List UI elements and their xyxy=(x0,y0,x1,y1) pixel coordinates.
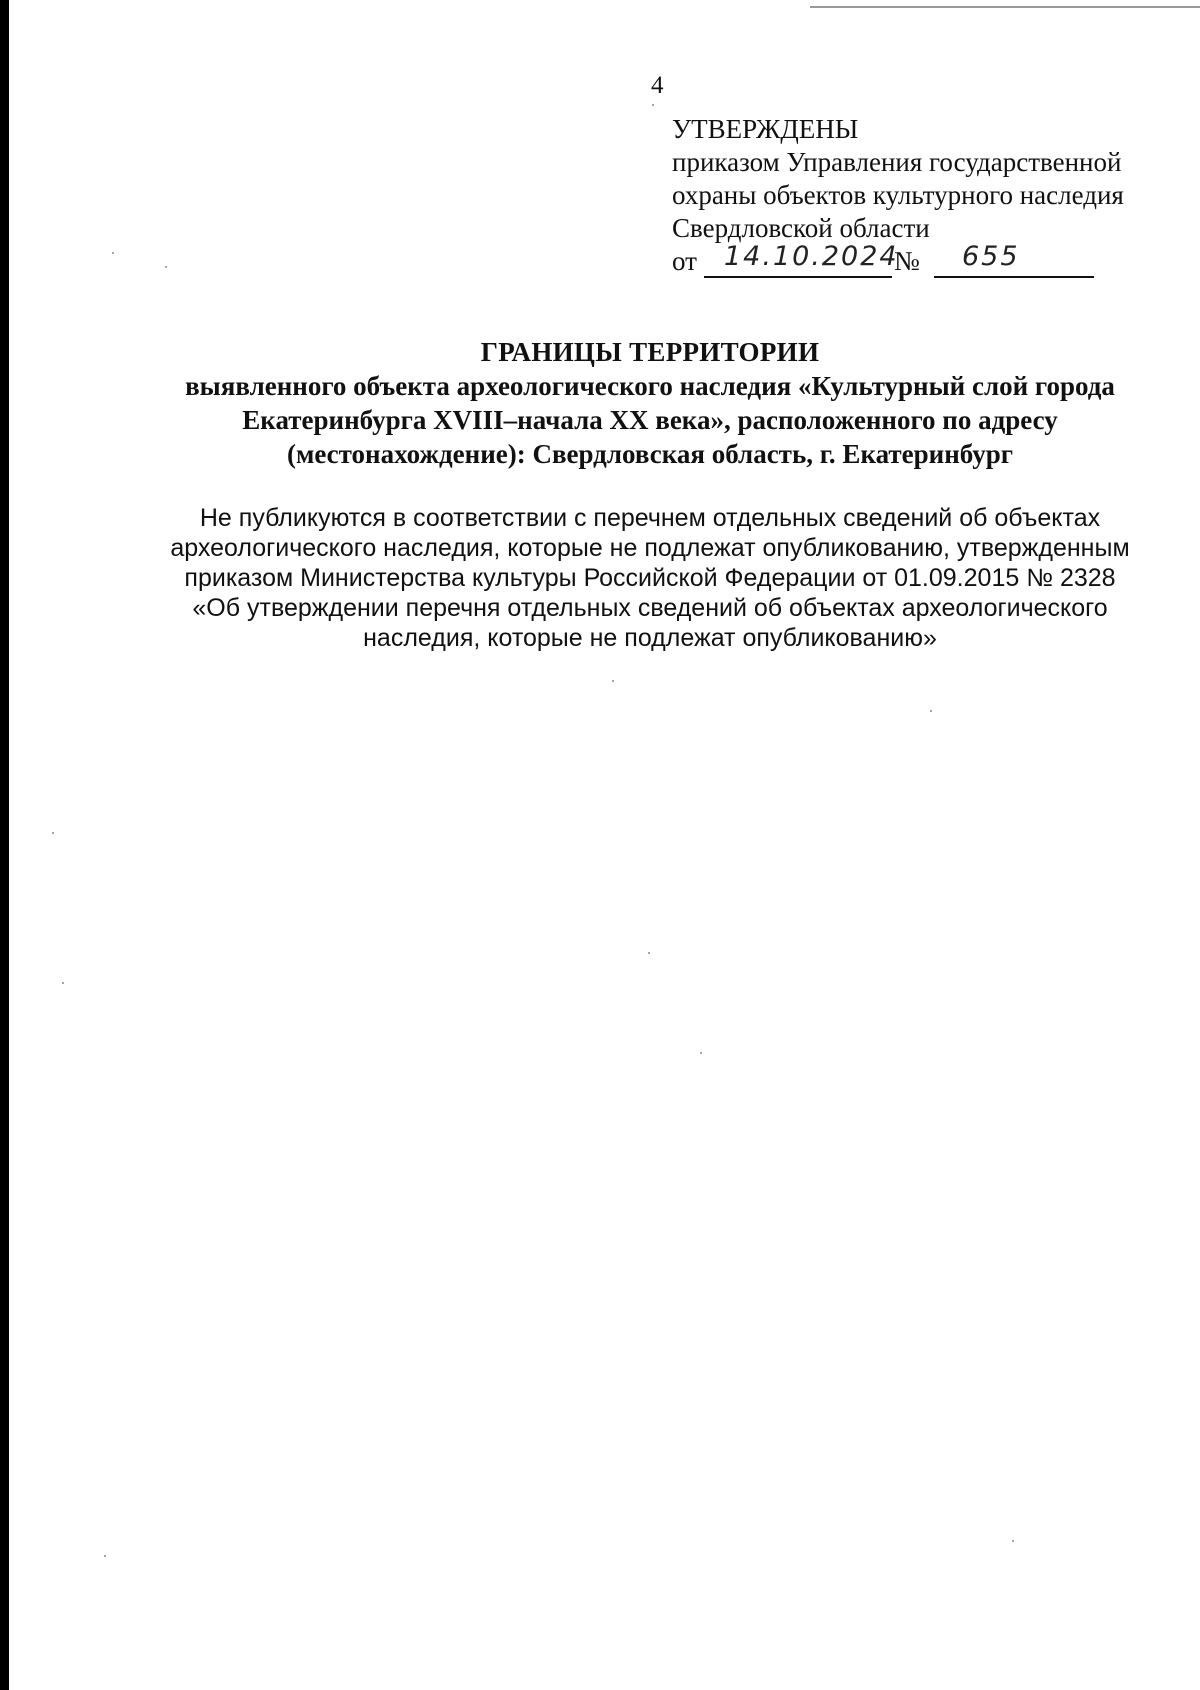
scan-speck xyxy=(104,1555,106,1557)
title-line: Екатеринбурга XVIII–начала XX века», расположенного по адресу xyxy=(242,405,1058,435)
title-line: (местонахождение): Свердловская область, г. Екатеринбург xyxy=(286,439,1014,469)
scan-speck xyxy=(112,252,114,254)
approval-line: приказом Управления государственной xyxy=(672,147,1122,177)
date-underline xyxy=(704,276,892,278)
scan-speck xyxy=(648,952,650,954)
title-line: выявленного объекта археологического наследия «Культурный слой города xyxy=(185,371,1115,401)
approval-heading: УТВЕРЖДЕНЫ xyxy=(672,114,859,144)
scan-speck xyxy=(1012,1540,1014,1542)
scan-speck xyxy=(612,680,614,682)
publication-note xyxy=(150,503,1150,653)
approval-line: Свердловской области xyxy=(672,213,930,243)
scan-speck xyxy=(52,832,54,834)
scan-speck xyxy=(652,104,654,106)
scan-edge-left xyxy=(0,0,9,1690)
approval-line: охраны объектов культурного наследия xyxy=(672,180,1124,210)
title-heading: ГРАНИЦЫ ТЕРРИТОРИИ xyxy=(480,337,820,367)
scan-speck xyxy=(165,266,167,268)
note-line: археологического наследия, которые не подлежат опубликованию, утвержденным xyxy=(170,534,1130,562)
note-line: Не публикуются в соответствии с перечнем отдельных сведений об объектах xyxy=(199,504,1101,532)
approval-date-line xyxy=(672,241,1172,281)
scan-edge-top xyxy=(810,6,1200,8)
note-line: наследия, которые не подлежат опубликованию» xyxy=(363,624,937,652)
approval-block xyxy=(672,113,1172,281)
number-underline xyxy=(934,276,1094,278)
date-prefix: от xyxy=(672,246,697,276)
note-line: «Об утверждении перечня отдельных сведений об объектах археологического xyxy=(192,594,1108,622)
handwritten-date: 14.10.2024 xyxy=(724,241,899,272)
scan-speck xyxy=(700,1052,702,1054)
scan-speck xyxy=(930,710,932,712)
document-title xyxy=(150,335,1150,471)
scan-speck xyxy=(62,982,64,984)
page-number: 4 xyxy=(651,72,664,99)
number-prefix: № xyxy=(894,246,920,276)
note-line: приказом Министерства культуры Российской Федерации от 01.09.2015 № 2328 xyxy=(184,564,1116,592)
handwritten-number: 655 xyxy=(962,241,1020,272)
